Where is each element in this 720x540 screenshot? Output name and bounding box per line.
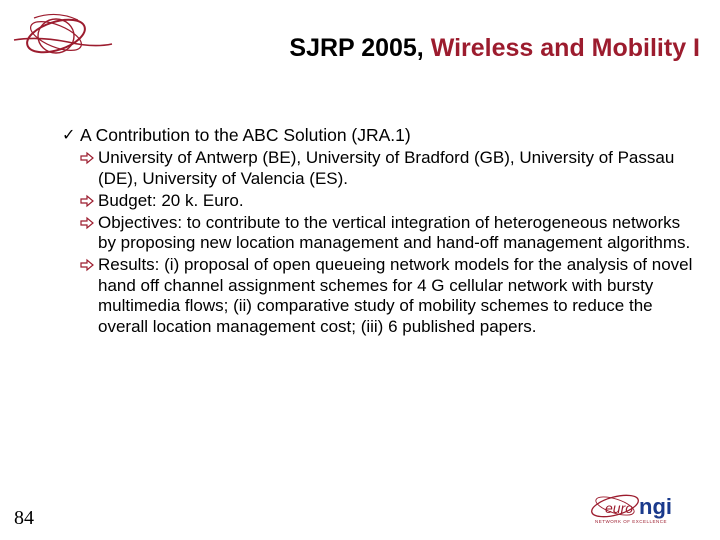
sub-item-text: Budget: 20 k. Euro. xyxy=(98,190,244,210)
hollow-right-arrow-icon xyxy=(80,194,94,208)
sub-item-partners xyxy=(62,148,702,189)
logo-brand-part2: ngi xyxy=(639,494,672,519)
title-plain: SJRP 2005, xyxy=(289,34,424,62)
sub-item-budget xyxy=(62,191,702,212)
title-highlight: Wireless and Mobility I xyxy=(430,34,700,62)
slide-title xyxy=(0,34,700,63)
sub-item-objectives xyxy=(62,213,702,254)
logo-brand-part1: euro xyxy=(605,500,634,516)
hollow-right-arrow-icon xyxy=(80,258,94,272)
hollow-right-arrow-icon xyxy=(80,151,94,165)
sub-item-text: Results: (i) proposal of open queueing network models for the analysis of novel hand off channel assignment schemes for 4 G cellular network with bursty multimedia flows; (ii) comparative study of mobility schemes to reduce the overall location management cost; (iii) 6 published papers. xyxy=(98,255,693,336)
sub-item-results xyxy=(62,255,702,337)
main-bullet-text: A Contribution to the ABC Solution (JRA.1) xyxy=(80,125,411,145)
hollow-right-arrow-icon xyxy=(80,216,94,230)
logo-tagline: NETWORK OF EXCELLENCE xyxy=(595,519,668,524)
eurongi-logo xyxy=(583,488,691,528)
slide-content xyxy=(62,125,702,337)
main-bullet xyxy=(62,125,702,146)
sub-item-text: University of Antwerp (BE), University of Bradford (GB), University of Passau (DE), University of Valencia (ES). xyxy=(98,148,675,188)
checkmark-icon: ✓ xyxy=(62,127,76,144)
page-number: 84 xyxy=(14,507,34,529)
sub-item-text: Objectives: to contribute to the vertical integration of heterogeneous networks by proposing new location management and hand-off management algorithms. xyxy=(98,212,691,252)
